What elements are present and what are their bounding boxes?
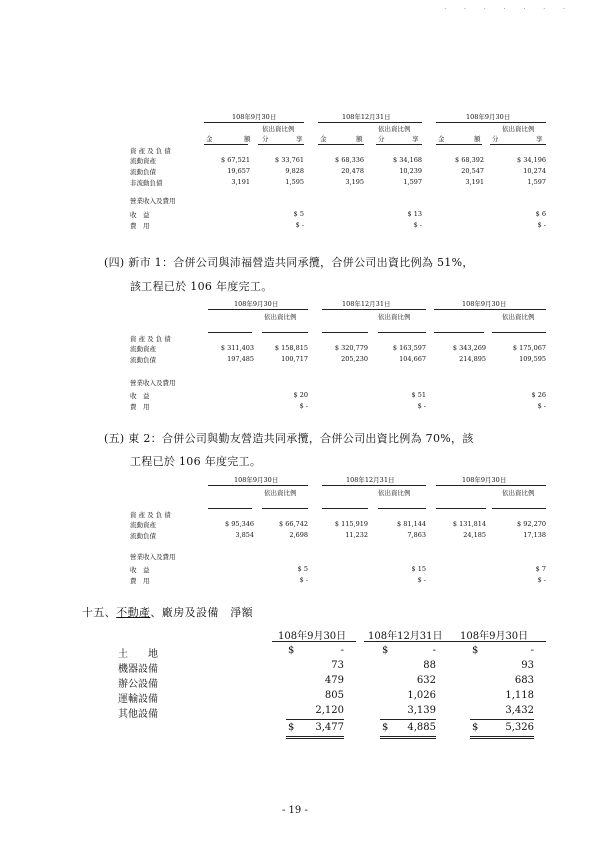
table-b-income-row-value: $ 20 [293, 391, 308, 399]
ppe-total-currency: $ [382, 722, 389, 733]
ppe-total-currency: $ [472, 722, 479, 733]
ppe-row-value: 1,026 [407, 690, 436, 701]
section-15-title [82, 604, 253, 620]
table-c-row-value: $ 131,814 [452, 520, 486, 528]
section-15-underlined: 不動產 [116, 606, 151, 619]
table-b-income-row-label: 費 用 [130, 403, 150, 411]
ppe-row-value: 2,120 [315, 705, 344, 716]
table-c-income-row-value: $ 7 [535, 565, 546, 573]
table-a-header-3: 108年9月30日 [466, 113, 511, 121]
table-a-row-label: 流動資產 [130, 157, 156, 165]
table-a-col-fen-3: 分 [492, 135, 499, 143]
table-a-row-label: 非流動負債 [130, 179, 163, 187]
table-a-income-row-label: 收 益 [130, 211, 150, 219]
table-a-col-fen-2: 分 [378, 135, 385, 143]
table-a-row-value: 10,274 [523, 167, 546, 175]
ppe-row-currency: $ [472, 645, 479, 656]
ppe-total-value: 4,885 [407, 722, 436, 733]
table-c-income-row-value: $ - [537, 576, 546, 584]
table-b-income-row-value: $ 51 [411, 391, 426, 399]
table-a-col-jin-3: 金 [438, 135, 445, 143]
table-c-sub-2: 依出資比例 [378, 489, 411, 497]
table-a-col-e-3: 額 [474, 135, 481, 143]
section-15-rest: 、廠房及設備 淨額 [150, 606, 254, 619]
ppe-row-label: 機器設備 [118, 664, 158, 675]
table-a-row-value: 20,547 [461, 167, 484, 175]
table-a-income-row-value: $ - [413, 221, 422, 229]
ppe-row-value: 93 [521, 660, 534, 671]
table-a-income-row-value: $ 6 [535, 210, 546, 218]
table-c-sub-1: 依出資比例 [264, 489, 297, 497]
table-a-col-xiang-3: 享 [536, 135, 543, 143]
table-b-income-row-value: $ - [537, 402, 546, 410]
table-c-header-1: 108年9月30日 [234, 476, 279, 484]
paragraph-item-5-line1: (五) 東 2：合併公司與勤友營造共同承攬，合併公司出資比例為 70%，該 [104, 432, 474, 445]
table-b-row-value: $ 343,269 [452, 344, 486, 352]
table-b-row-value: 214,895 [459, 355, 486, 363]
ppe-row-value: 479 [324, 675, 344, 686]
page-number: - 19 - [282, 805, 308, 816]
table-c-sub-3: 依出資比例 [502, 489, 535, 497]
table-b-row-value: 197,485 [227, 355, 254, 363]
table-c-row-value: $ 92,270 [517, 520, 546, 528]
table-a-section2-title: 營業收入及費用 [130, 197, 176, 205]
ppe-row-label: 其他設備 [118, 709, 158, 720]
table-a-row-value: $ 34,196 [517, 156, 546, 164]
ppe-row-label: 運輸設備 [118, 694, 158, 705]
table-c-row-value: 2,698 [289, 531, 308, 539]
table-b-row-value: $ 163,597 [392, 344, 426, 352]
ppe-row-label: 土 地 [118, 649, 158, 660]
ppe-header-2: 108年12月31日 [368, 631, 443, 642]
paragraph-item-4-line1: (四) 新市 1：合併公司與沛福營造共同承攬，合併公司出資比例為 51%， [104, 256, 474, 269]
table-a-col-fen-1: 分 [262, 135, 269, 143]
table-a-income-row-value: $ - [295, 221, 304, 229]
ppe-row-value: 3,432 [505, 705, 534, 716]
ppe-row-value: 73 [331, 660, 344, 671]
table-b-income-row-label: 收 益 [130, 392, 150, 400]
ppe-row-value: 1,118 [505, 690, 534, 701]
table-c-row-value: 3,854 [235, 531, 254, 539]
ppe-row-value: 683 [514, 675, 534, 686]
table-a-header-2: 108年12月31日 [342, 113, 391, 121]
table-b-income-row-value: $ 26 [531, 391, 546, 399]
table-a-col-jin-1: 金 [206, 135, 213, 143]
table-a-income-row-value: $ 13 [407, 210, 422, 218]
ppe-row-value: 805 [324, 690, 344, 701]
table-c-header-3: 108年9月30日 [462, 476, 507, 484]
table-a-income-row-label: 費 用 [130, 222, 150, 230]
ppe-row-value: 632 [416, 675, 436, 686]
table-a-header-1: 108年9月30日 [232, 113, 277, 121]
table-a-row-value: 3,191 [231, 178, 250, 186]
table-a-row-value: 9,828 [285, 167, 304, 175]
ppe-total-currency: $ [288, 722, 295, 733]
table-a-sub-2: 依出資比例 [378, 125, 411, 133]
ppe-row-value: - [432, 645, 436, 656]
ppe-row-value: - [340, 645, 344, 656]
table-b-section1-title: 資 產 及 負 債 [130, 335, 171, 343]
table-b-income-row-value: $ - [417, 402, 426, 410]
table-c-row-value: $ 95,346 [225, 520, 254, 528]
table-c-row-value: 17,138 [523, 531, 546, 539]
section-15-prefix: 十五、 [82, 606, 117, 619]
table-a-col-jin-2: 金 [320, 135, 327, 143]
table-c-income-row-label: 費 用 [130, 577, 150, 585]
ppe-header-3: 108年9月30日 [460, 631, 529, 642]
table-a-row-value: 19,657 [227, 167, 250, 175]
table-c-section2-title: 營業收入及費用 [130, 553, 176, 561]
table-a-row-value: 20,478 [341, 167, 364, 175]
table-b-income-row-value: $ - [299, 402, 308, 410]
table-c-row-value: 7,863 [407, 531, 426, 539]
ppe-row-value: - [530, 645, 534, 656]
table-b-sub-3: 依出資比例 [502, 313, 535, 321]
table-c-row-value: $ 81,144 [397, 520, 426, 528]
table-a-row-value: 1,597 [527, 178, 546, 186]
table-a-col-e-2: 額 [356, 135, 363, 143]
table-c-income-row-value: $ 15 [411, 565, 426, 573]
table-b-header-1: 108年9月30日 [234, 300, 279, 308]
table-c-income-row-label: 收 益 [130, 566, 150, 574]
table-b-row-value: $ 311,403 [220, 344, 254, 352]
table-b-header-2: 108年12月31日 [342, 300, 391, 308]
table-c-row-label: 流動負債 [130, 532, 156, 540]
ppe-row-label: 辦公設備 [118, 679, 158, 690]
table-a-row-value: $ 68,392 [455, 156, 484, 164]
table-a-income-row-value: $ - [537, 221, 546, 229]
table-b-row-value: 100,717 [281, 355, 308, 363]
table-a-income-row-value: $ 5 [293, 210, 304, 218]
table-b-row-value: 205,230 [341, 355, 368, 363]
table-c-income-row-value: $ - [299, 576, 308, 584]
corner-marks: · · · · · · · [444, 6, 573, 13]
table-b-sub-1: 依出資比例 [264, 313, 297, 321]
table-a-row-value: $ 33,761 [275, 156, 304, 164]
table-c-row-value: 24,185 [463, 531, 486, 539]
table-a-sub-3: 依出資比例 [502, 125, 535, 133]
paragraph-item-5-line2: 工程已於 106 年度完工。 [130, 455, 262, 468]
table-a-row-value: 3,191 [465, 178, 484, 186]
table-a-row-value: 1,595 [285, 178, 304, 186]
table-c-row-label: 流動資產 [130, 521, 156, 529]
table-b-sub-2: 依出資比例 [378, 313, 411, 321]
table-b-row-value: $ 320,779 [334, 344, 368, 352]
ppe-row-currency: $ [382, 645, 389, 656]
table-b-row-value: 109,595 [519, 355, 546, 363]
table-c-header-2: 108年12月31日 [346, 476, 395, 484]
table-a-col-xiang-2: 享 [412, 135, 419, 143]
table-a-row-value: 10,239 [399, 167, 422, 175]
ppe-row-currency: $ [288, 645, 295, 656]
table-a-row-value: $ 34,168 [393, 156, 422, 164]
table-c-section1-title: 資 產 及 負 債 [130, 511, 171, 519]
table-c-income-row-value: $ - [417, 576, 426, 584]
table-a-row-value: 3,195 [345, 178, 364, 186]
ppe-row-value: 3,139 [407, 705, 436, 716]
table-b-row-value: 104,667 [399, 355, 426, 363]
ppe-row-value: 88 [423, 660, 436, 671]
ppe-total-value: 3,477 [315, 722, 344, 733]
table-c-income-row-value: $ 5 [297, 565, 308, 573]
paragraph-item-4-line2: 該工程已於 106 年度完工。 [130, 280, 273, 293]
table-c-row-value: $ 115,919 [334, 520, 368, 528]
table-a-sub-1: 依出資比例 [262, 125, 295, 133]
table-a-section1-title: 資 產 及 負 債 [130, 147, 171, 155]
table-b-header-3: 108年9月30日 [462, 300, 507, 308]
table-a-col-xiang-1: 享 [296, 135, 303, 143]
ppe-header-1: 108年9月30日 [278, 631, 347, 642]
table-b-row-value: $ 158,815 [274, 344, 308, 352]
table-b-section2-title: 營業收入及費用 [130, 379, 176, 387]
table-a-col-e-1: 額 [244, 135, 251, 143]
table-b-row-value: $ 175,067 [512, 344, 546, 352]
table-c-row-value: $ 66,742 [279, 520, 308, 528]
table-b-row-label: 流動負債 [130, 356, 156, 364]
table-b-row-label: 流動資產 [130, 345, 156, 353]
ppe-total-value: 5,326 [505, 722, 534, 733]
table-a-row-label: 流動負債 [130, 168, 156, 176]
table-a-row-value: $ 67,521 [221, 156, 250, 164]
table-a-row-value: 1,597 [403, 178, 422, 186]
table-a-row-value: $ 68,336 [335, 156, 364, 164]
table-c-row-value: 11,232 [345, 531, 368, 539]
